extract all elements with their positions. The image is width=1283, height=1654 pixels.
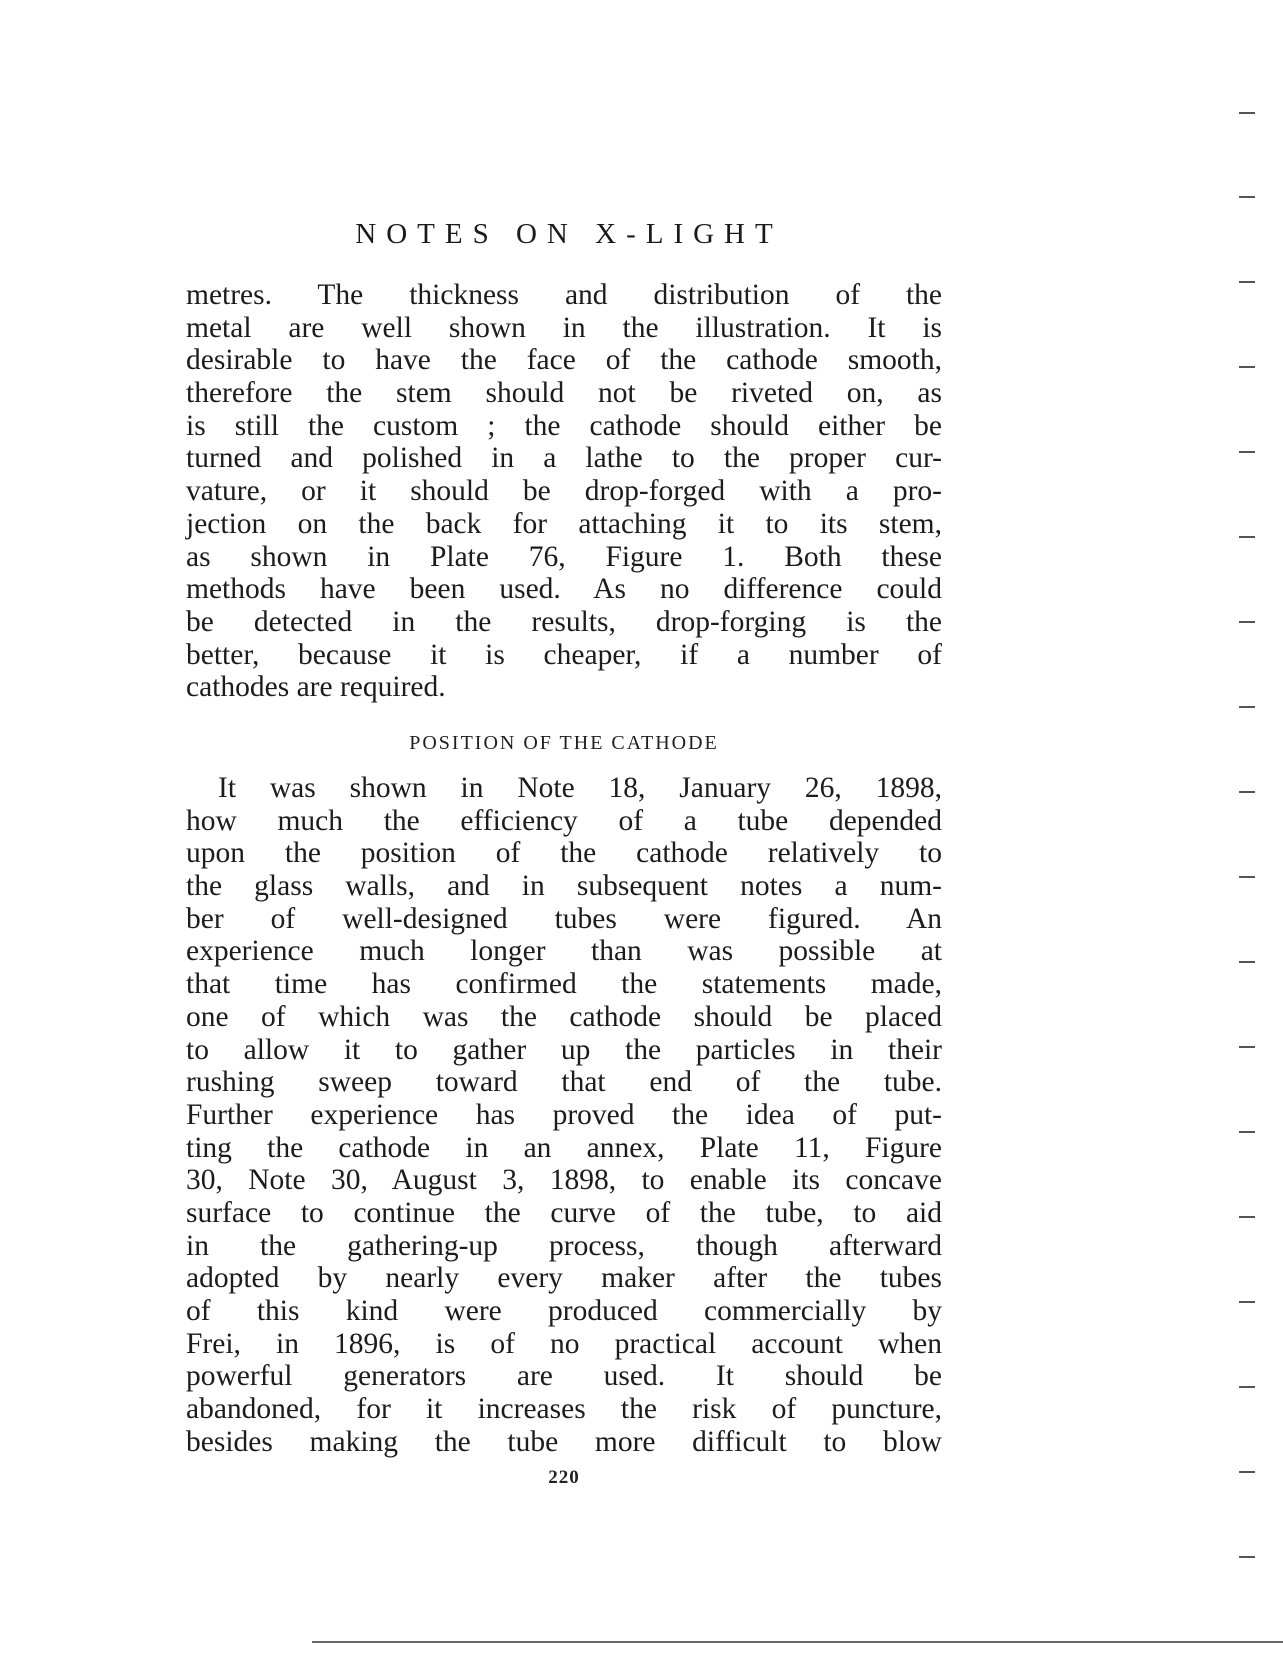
margin-tick [1239,706,1255,708]
text-line: Frei, in 1896, is of no practical account when [186,1327,942,1360]
text-line: cathodes are required. [186,671,446,704]
text-line: metres. The thickness and distribution of the [186,279,942,311]
text-line: upon the position of the cathode relatively to [186,837,942,870]
text-line: It was shown in Note 18, January 26, 1898, [218,772,942,804]
margin-tick [1239,451,1255,453]
text-line: in the gathering-up process, though afterward [186,1229,942,1262]
text-line: one of which was the cathode should be placed [186,1000,942,1033]
text-line: be detected in the results, drop-forging is the [186,605,942,638]
text-line: that time has confirmed the statements made, [186,968,942,1001]
scan-margin-ticks [1239,0,1259,1654]
margin-tick [1239,1471,1255,1473]
margin-tick [1239,112,1255,114]
text-line: turned and polished in a lathe to the proper cur- [186,442,942,475]
margin-tick [1239,621,1255,623]
margin-tick [1239,961,1255,963]
text-line: the glass walls, and in subsequent notes a num- [186,870,942,903]
scan-edge-line [312,1641,1283,1643]
text-line: metal are well shown in the illustration. It is [186,311,942,344]
text-line: therefore the stem should not be riveted on, as [186,377,942,410]
margin-tick [1239,1216,1255,1218]
margin-tick [1239,1131,1255,1133]
text-line: rushing sweep toward that end of the tube. [186,1066,942,1099]
text-line: ting the cathode in an annex, Plate 11, Figure [186,1131,942,1164]
text-line: how much the efficiency of a tube depended [186,804,942,837]
page-number: 220 [548,1467,580,1488]
margin-tick [1239,1301,1255,1303]
running-head: NOTES ON X-LIGHT [355,218,783,250]
text-line: adopted by nearly every maker after the tubes [186,1262,942,1295]
paragraph-1 [186,279,942,704]
text-line: methods have been used. As no difference could [186,573,942,606]
text-line: jection on the back for attaching it to its stem, [186,507,942,540]
text-line: surface to continue the curve of the tube, to aid [186,1196,942,1229]
text-line: Further experience has proved the idea of put- [186,1098,942,1131]
margin-tick [1239,1386,1255,1388]
text-line: better, because it is cheaper, if a number of [186,638,942,671]
margin-tick [1239,196,1255,198]
text-line: ber of well-designed tubes were figured. An [186,902,942,935]
margin-tick [1239,536,1255,538]
text-line: abandoned, for it increases the risk of puncture, [186,1393,942,1426]
text-line: to allow it to gather up the particles in their [186,1033,942,1066]
section-heading: POSITION OF THE CATHODE [409,732,719,754]
text-line: 30, Note 30, August 3, 1898, to enable its concave [186,1164,942,1197]
margin-tick [1239,791,1255,793]
paragraph-2 [186,772,942,1458]
text-line: powerful generators are used. It should be [186,1360,942,1393]
text-line: as shown in Plate 76, Figure 1. Both these [186,540,942,573]
text-line: desirable to have the face of the cathode smooth, [186,344,942,377]
margin-tick [1239,876,1255,878]
margin-tick [1239,281,1255,283]
text-line: experience much longer than was possible at [186,935,942,968]
text-line: besides making the tube more difficult to blow [186,1425,942,1458]
text-line: of this kind were produced commercially by [186,1295,942,1327]
margin-tick [1239,1046,1255,1048]
text-line: vature, or it should be drop-forged with a pro- [186,475,942,508]
margin-tick [1239,366,1255,368]
margin-tick [1239,1556,1255,1558]
text-line: is still the custom ; the cathode should either be [186,409,942,442]
